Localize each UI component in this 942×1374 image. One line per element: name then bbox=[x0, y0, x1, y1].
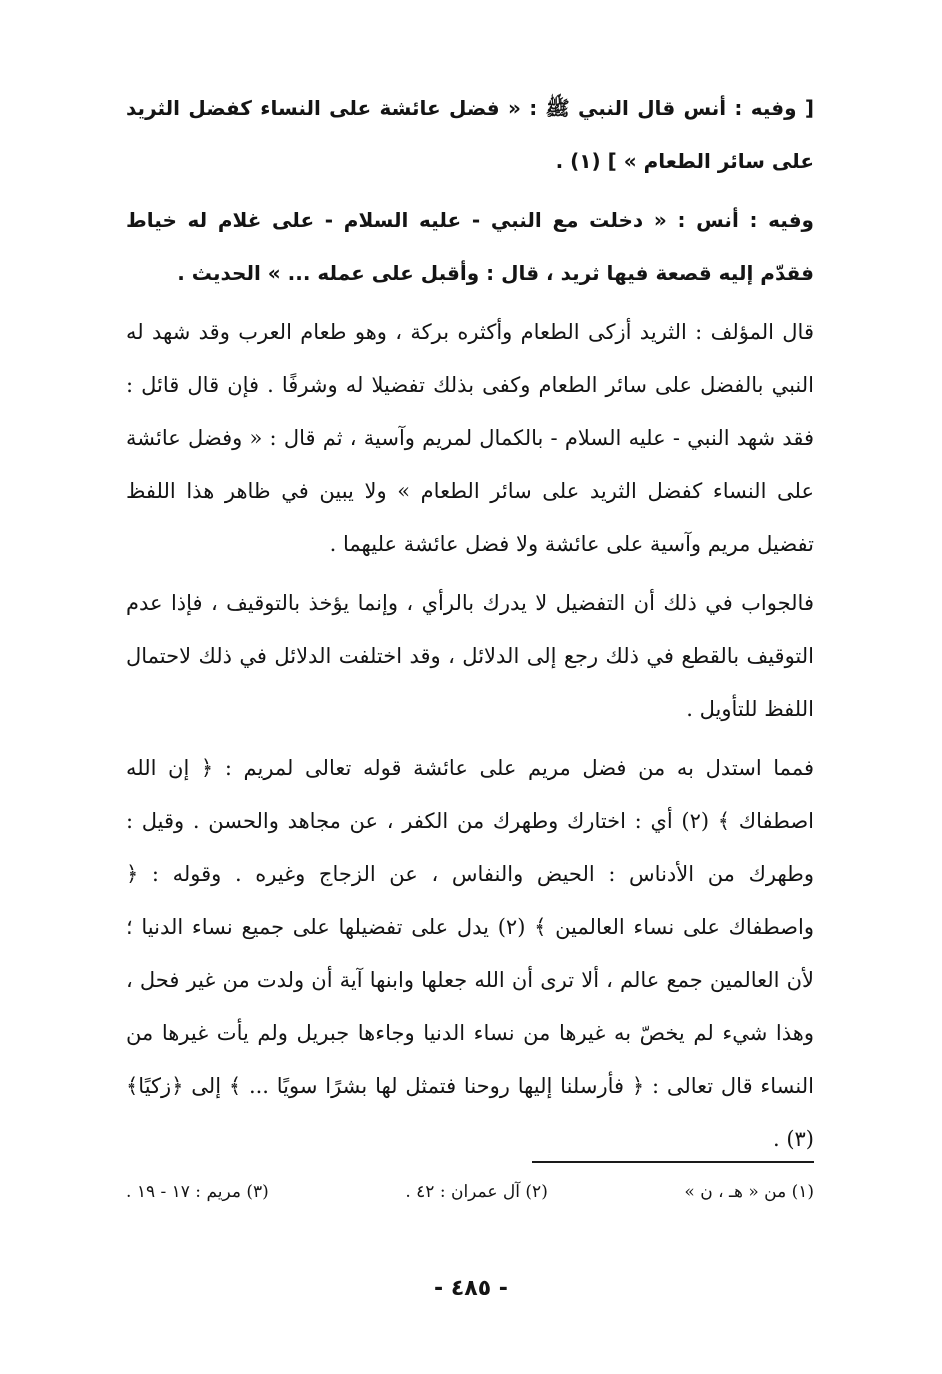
commentary-paragraph-2: فالجواب في ذلك أن التفضيل لا يدرك بالرأي ، وإنما يؤخذ بالتوقيف ، فإذا عدم التوقيف بالقطع في ذلك رجع إلى الدلائل ، وقد اختلفت الدلائل في ذلك لاحتمال اللفظ للتأويل . bbox=[126, 591, 814, 721]
commentary-paragraph-1: قال المؤلف : الثريد أزكى الطعام وأكثره بركة ، وهو طعام العرب وقد شهد له النبي بالفضل على سائر الطعام وكفى بذلك تفضيلا له وشرفًا . فإن قال قائل : فقد شهد النبي - عليه السلام - بالكمال لمريم وآسية ، ثم قال : « وفضل عائشة على النساء كفضل الثريد على سائر الطعام » ولا يبين في ظاهر هذا اللفظ تفضيل مريم وآسية على عائشة ولا فضل عائشة عليهما . bbox=[126, 320, 814, 556]
footnotes bbox=[126, 1178, 814, 1206]
footnote-2: (٢) آل عمران : ٤٢ . bbox=[405, 1182, 548, 1202]
hadith-paragraph-1: [ وفيه : أنس قال النبي ﷺ : « فضل عائشة على النساء كفضل الثريد على سائر الطعام » ] (١) . bbox=[126, 96, 814, 173]
footnote-3: (٣) مريم : ١٧ - ١٩ . bbox=[126, 1182, 269, 1202]
page-body bbox=[126, 82, 814, 1166]
footnote-divider bbox=[532, 1161, 814, 1163]
hadith-paragraph-2: وفيه : أنس : « دخلت مع النبي - عليه السلام - على غلام له خياط فقدّم إليه قصعة فيها ثريد ، قال : وأقبل على عمله ... » الحديث . bbox=[126, 208, 814, 285]
page-number: - ٤٨٥ - bbox=[434, 1276, 508, 1301]
commentary-paragraph-3: فمما استدل به من فضل مريم على عائشة قوله تعالى لمريم : ﴿ إن الله اصطفاك ﴾ (٢) أي : اختارك وطهرك من الكفر ، عن مجاهد والحسن . وقيل : وطهرك من الأدناس : الحيض والنفاس ، عن الزجاج وغيره . وقوله : ﴿ واصطفاك على نساء العالمين ﴾ (٢) يدل على تفضيلها على جميع نساء الدنيا ؛ لأن العالمين جمع عالم ، ألا ترى أن الله جعلها وابنها آية أن ولدت من غير فحل ، وهذا شيء لم يخصّ به غيرها من نساء الدنيا وجاءها جبريل ولم يأت غيرها من النساء قال تعالى : ﴿ فأرسلنا إليها روحنا فتمثل لها بشرًا سويًا ... ﴾ إلى ﴿زكيًا﴾(٣) . bbox=[126, 756, 814, 1151]
footnote-1: (١) من « هـ ، ن » bbox=[684, 1182, 814, 1202]
